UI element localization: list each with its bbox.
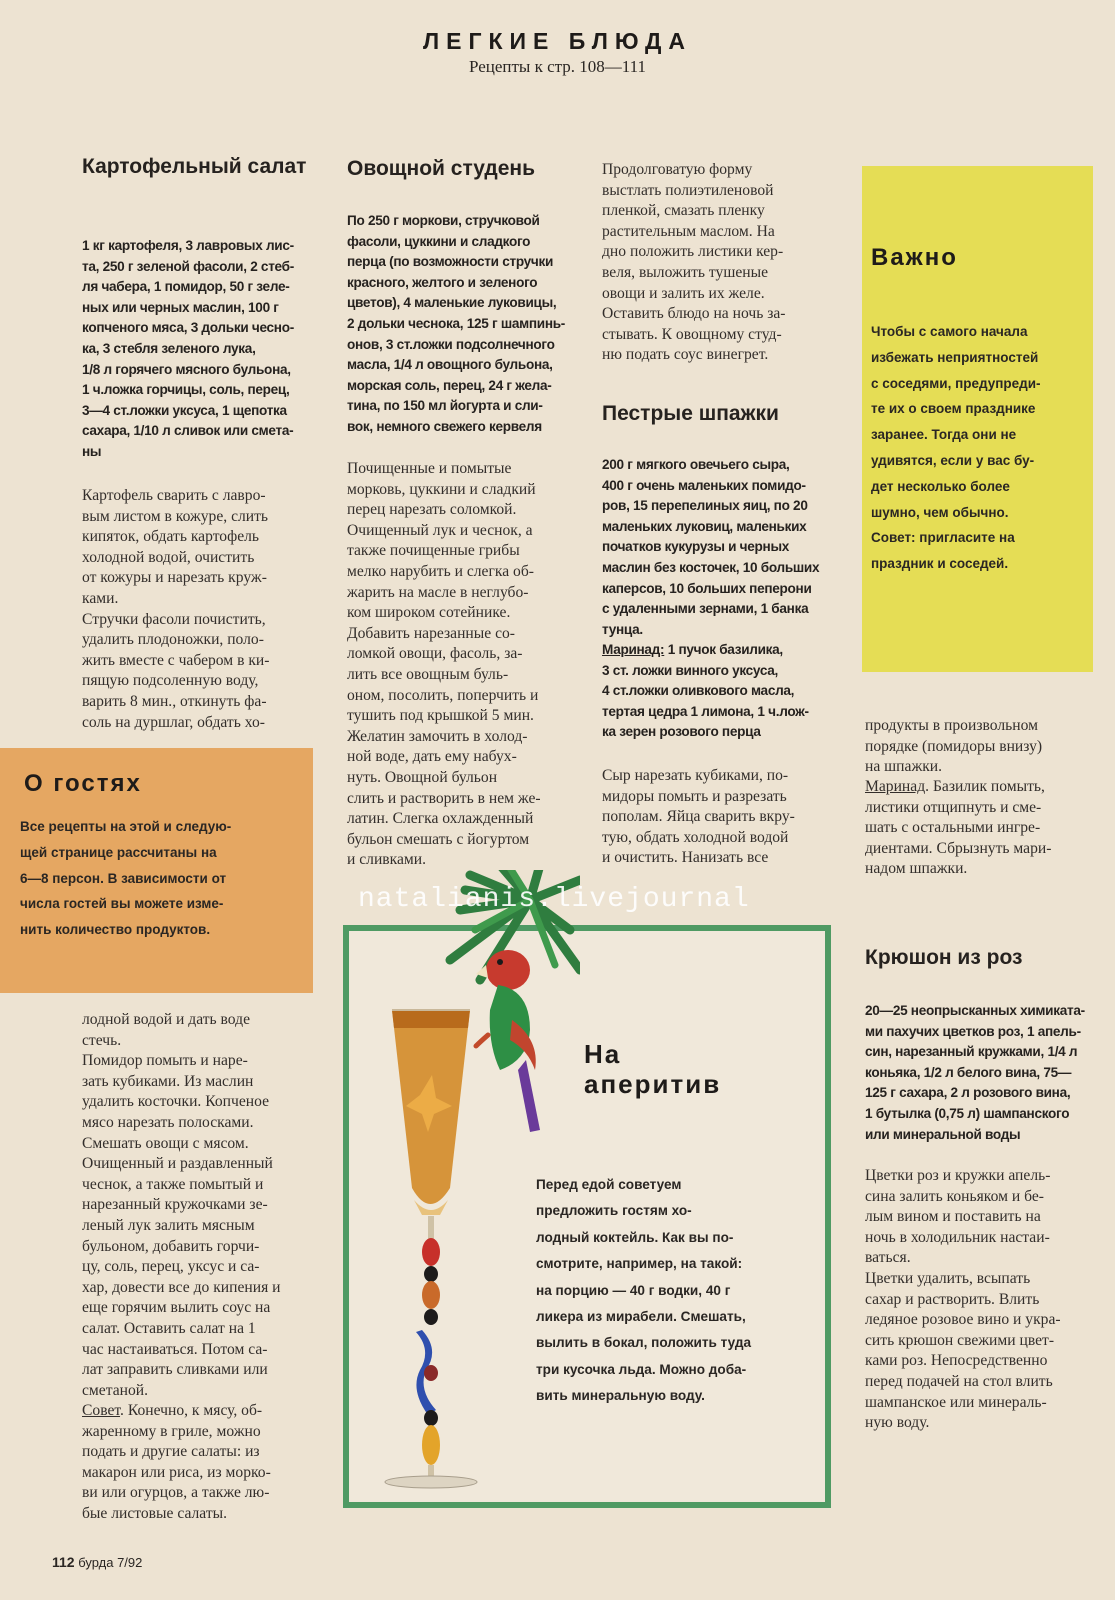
method-line: жить вместе с чабером в ки- bbox=[82, 651, 270, 669]
ingredient-line: перца (по возможности стручки bbox=[347, 254, 554, 270]
method-line: нарезанный кружочками зе- bbox=[82, 1196, 268, 1214]
info-line: праздник и соседей. bbox=[871, 556, 1009, 572]
tip-line-text: жаренному в гриле, можно bbox=[82, 1422, 261, 1440]
ingredient-line: красного, желтого и зеленого bbox=[347, 274, 538, 290]
tip-line bbox=[82, 1442, 314, 1463]
skewers-marinade bbox=[602, 640, 834, 743]
method-line: мидоры помыть и разрезать bbox=[602, 787, 787, 805]
marinade-line bbox=[602, 702, 834, 723]
method-line: растительным маслом. На bbox=[602, 222, 775, 240]
watermark: natalianis.livejournal bbox=[358, 884, 750, 915]
method-line: Добавить нарезанные со- bbox=[347, 624, 515, 642]
tip-line-text: бые листовые салаты. bbox=[82, 1504, 228, 1522]
method-line: выстлать полиэтиленовой bbox=[602, 181, 774, 199]
page-section-title: ЛЕГКИЕ БЛЮДА bbox=[422, 28, 693, 54]
method-line: Желатин замочить в холод- bbox=[347, 727, 528, 745]
veg-aspic-title: Овощной студень bbox=[347, 157, 536, 180]
marinade-method-line bbox=[865, 839, 1096, 860]
guests-info-box bbox=[0, 748, 313, 993]
method-line: Очищенный и раздавленный bbox=[82, 1155, 273, 1173]
method-line: бульоном, добавить горчи- bbox=[82, 1237, 260, 1255]
method-line: удалить косточки. Копченое bbox=[82, 1093, 269, 1111]
method-line: ваться. bbox=[865, 1249, 911, 1267]
ingredient-line: морская соль, перец, 24 г жела- bbox=[347, 377, 552, 393]
method-line: холодной водой, очистить bbox=[82, 548, 255, 566]
method-line: сметаной. bbox=[82, 1381, 149, 1399]
tip-line-text: макарон или риса, из морко- bbox=[82, 1463, 271, 1481]
ingredient-line: сахара, 1/10 л сливок или смета- bbox=[82, 423, 294, 439]
info-line: дет несколько более bbox=[871, 478, 1010, 494]
method-line: чеснок, а также помытый и bbox=[82, 1175, 264, 1193]
ingredient-line: ля чабера, 1 помидор, 50 г зеле- bbox=[82, 279, 290, 295]
method-line: также почищенные грибы bbox=[347, 542, 520, 560]
ingredient-line: или минеральной воды bbox=[865, 1126, 1021, 1142]
method-line: ную воду. bbox=[865, 1414, 930, 1432]
potato-salad-recipe bbox=[82, 154, 322, 179]
marinade-method-line bbox=[865, 777, 1096, 798]
method-line: латин. Слегка охлажденный bbox=[347, 810, 534, 828]
method-line: хар, довести все до кипения и bbox=[82, 1278, 281, 1296]
method-line: Смешать овощи с мясом. bbox=[82, 1134, 249, 1152]
potato-salad-method-part1 bbox=[82, 486, 314, 733]
ingredient-line: ров, 15 перепелиных яиц, по 20 bbox=[602, 498, 808, 514]
method-line: мясо нарезать полосками. bbox=[82, 1113, 254, 1131]
method-line: мелко нарубить и слегка об- bbox=[347, 562, 534, 580]
guests-box-text bbox=[20, 814, 305, 943]
tip-line-label: Совет bbox=[82, 1402, 121, 1419]
info-line: избежать неприятностей bbox=[871, 349, 1039, 365]
method-line: шампанское или минераль- bbox=[865, 1393, 1047, 1411]
method-line: Цветки роз и кружки апель- bbox=[865, 1167, 1051, 1184]
skewers-marinade-method bbox=[865, 777, 1096, 880]
info-line: Совет: пригласите на bbox=[871, 530, 1015, 546]
marinade-line-text: ка зерен розового перца bbox=[602, 724, 761, 740]
aperitif-text bbox=[536, 1172, 808, 1410]
rose-punch-method bbox=[865, 1166, 1096, 1434]
skewers-ingredients bbox=[602, 455, 834, 640]
marinade-line bbox=[602, 640, 834, 661]
method-line: продукты в произвольном bbox=[865, 717, 1038, 734]
method-line: Очищенный лук и чеснок, а bbox=[347, 521, 533, 539]
tip-line-text: подать и другие салаты: из bbox=[82, 1443, 260, 1461]
method-line: лат заправить сливками или bbox=[82, 1361, 268, 1379]
tip-line bbox=[82, 1504, 314, 1525]
ingredient-line: ми пахучих цветков роз, 1 апель- bbox=[865, 1023, 1081, 1039]
ingredient-line: онов, 3 ст.ложки подсолнечного bbox=[347, 336, 555, 352]
marinade-method-line-label: Маринад bbox=[865, 778, 926, 795]
veg-aspic-method-continued bbox=[602, 160, 834, 366]
info-line: Все рецепты на этой и следую- bbox=[20, 819, 232, 834]
method-line: леный лук залить мясным bbox=[82, 1216, 255, 1234]
method-line: еще горячим вылить соус на bbox=[82, 1299, 271, 1317]
aperitif-line: ликера из мирабели. Смешать, bbox=[536, 1309, 746, 1325]
method-line: Помидор помыть и наре- bbox=[82, 1052, 248, 1070]
skewers-method-continued bbox=[865, 716, 1096, 778]
method-line: Сыр нарезать кубиками, по- bbox=[602, 767, 789, 784]
marinade-method-line bbox=[865, 859, 1096, 880]
ingredient-line: фасоли, цуккини и сладкого bbox=[347, 233, 531, 249]
ingredient-line: масла, 1/4 л овощного бульона, bbox=[347, 357, 553, 373]
ingredient-line: маслин без косточек, 10 больших bbox=[602, 559, 820, 575]
tip-line bbox=[82, 1483, 314, 1504]
marinade-method-line-text: шать с остальными ингре- bbox=[865, 819, 1041, 837]
method-line: перец нарезать соломкой. bbox=[347, 501, 517, 519]
method-line: Почищенные и помытые bbox=[347, 460, 512, 477]
ingredient-line: 1 бутылка (0,75 л) шампанского bbox=[865, 1105, 1070, 1121]
method-line: от кожуры и нарезать круж- bbox=[82, 569, 267, 587]
tip-line bbox=[82, 1422, 314, 1443]
guests-box-title: О гостях bbox=[24, 770, 142, 797]
tip-line-text: . Конечно, к мясу, об- bbox=[120, 1402, 263, 1419]
info-line: числа гостей вы можете изме- bbox=[20, 896, 224, 912]
method-line: овощи и залить их желе. bbox=[602, 284, 765, 302]
method-line: оном, посолить, поперчить и bbox=[347, 686, 539, 704]
potato-salad-method-part2 bbox=[82, 1010, 314, 1401]
page-number: 112 bbox=[52, 1554, 75, 1570]
ingredient-line: ны bbox=[82, 443, 102, 459]
method-line: ной воде, дать ему набух- bbox=[347, 748, 517, 766]
ingredient-line: 125 г сахара, 2 л розового вина, bbox=[865, 1085, 1071, 1101]
marinade-method-line-text: надом шпажки. bbox=[865, 860, 968, 878]
tip-line-text: ви или огурцов, а также лю- bbox=[82, 1484, 270, 1502]
method-line: салат. Оставить салат на 1 bbox=[82, 1319, 256, 1337]
method-line: пящую подсоленную воду, bbox=[82, 672, 259, 690]
ingredient-line: ка, 3 стебля зеленого лука, bbox=[82, 340, 256, 356]
aperitif-title-line2: аперитив bbox=[584, 1069, 722, 1099]
aperitif-line: вылить в бокал, положить туда bbox=[536, 1335, 752, 1351]
method-line: сахар и растворить. Влить bbox=[865, 1290, 1040, 1308]
method-line: тую, обдать холодной водой bbox=[602, 828, 789, 846]
marinade-method-line-text: листики отщипнуть и сме- bbox=[865, 798, 1042, 816]
ingredient-line: 1 ч.ложка горчицы, соль, перец, bbox=[82, 382, 290, 398]
method-line: перед подачей на стол влить bbox=[865, 1372, 1053, 1390]
method-line: ню подать соус винегрет. bbox=[602, 346, 769, 364]
method-line: жарить на масле в неглубо- bbox=[347, 583, 529, 601]
marinade-line-text: 1 пучок базилика, bbox=[664, 642, 783, 657]
method-line: Продолговатую форму bbox=[602, 161, 753, 178]
method-line: и очистить. Нанизать все bbox=[602, 849, 769, 867]
ingredient-line: коньяка, 1/2 л белого вина, 75— bbox=[865, 1064, 1072, 1080]
method-line: час настаиваться. Потом са- bbox=[82, 1340, 268, 1358]
magazine-issue: бурда 7/92 bbox=[74, 1555, 143, 1570]
method-line: слить и растворить в нем же- bbox=[347, 789, 541, 807]
ingredient-line: каперсов, 10 больших пеперони bbox=[602, 580, 812, 596]
marinade-method-line-text: диентами. Сбрызнуть мари- bbox=[865, 839, 1052, 857]
ingredient-line: 1/8 л горячего мясного бульона, bbox=[82, 361, 291, 377]
method-line: сина залить коньяком и бе- bbox=[865, 1187, 1044, 1205]
marinade-line-text: тертая цедра 1 лимона, 1 ч.лож- bbox=[602, 703, 809, 719]
method-line: ночь в холодильник настаи- bbox=[865, 1228, 1050, 1246]
method-line: нуть. Овощной бульон bbox=[347, 768, 498, 786]
method-line: соль на дуршлаг, обдать хо- bbox=[82, 713, 265, 731]
method-line: бульон смешать с йогуртом bbox=[347, 830, 530, 848]
rose-punch-ingredients bbox=[865, 1001, 1096, 1145]
glass-icon bbox=[385, 1010, 477, 1488]
important-info-box bbox=[862, 166, 1093, 672]
ingredient-line: та, 250 г зеленой фасоли, 2 стеб- bbox=[82, 258, 294, 274]
method-line: на шпажки. bbox=[865, 758, 943, 776]
method-line: зать кубиками. Из маслин bbox=[82, 1072, 254, 1090]
ingredient-line: 20—25 неопрысканных химиката- bbox=[865, 1003, 1085, 1018]
page-footer bbox=[52, 1554, 142, 1570]
marinade-line-label: Маринад: bbox=[602, 642, 665, 657]
aperitif-line: вить минеральную воду. bbox=[536, 1388, 705, 1404]
aperitif-line: лодный коктейль. Как вы по- bbox=[536, 1229, 734, 1245]
info-line: щей странице рассчитаны на bbox=[20, 844, 217, 860]
marinade-method-line-text: . Базилик помыть, bbox=[925, 778, 1045, 795]
potato-salad-ingredients bbox=[82, 236, 314, 463]
ingredient-line: 2 дольки чеснока, 125 г шампинь- bbox=[347, 315, 566, 331]
method-line: сить крюшон свежими цвет- bbox=[865, 1331, 1055, 1349]
method-line: дно положить листики кер- bbox=[602, 243, 784, 261]
marinade-method-line bbox=[865, 818, 1096, 839]
info-line: шумно, чем обычно. bbox=[871, 504, 1009, 520]
ingredient-line: 1 кг картофеля, 3 лавровых лис- bbox=[82, 238, 294, 253]
ingredient-line: 400 г очень маленьких помидо- bbox=[602, 477, 806, 493]
marinade-line-text: 3 ст. ложки винного уксуса, bbox=[602, 662, 778, 678]
aperitif-line: смотрите, например, на такой: bbox=[536, 1256, 743, 1272]
method-line: порядке (помидоры внизу) bbox=[865, 737, 1043, 755]
aperitif-title bbox=[584, 1039, 721, 1099]
veg-aspic-ingredients bbox=[347, 211, 579, 438]
method-line: стывать. К овощному студ- bbox=[602, 325, 782, 343]
potato-salad-tip bbox=[82, 1401, 314, 1525]
ingredient-line: тунца. bbox=[602, 621, 643, 637]
skewers-title: Пестрые шпажки bbox=[602, 402, 779, 425]
method-line: Стручки фасоли почистить, bbox=[82, 610, 266, 628]
ingredient-line: маленьких луковиц, маленьких bbox=[602, 518, 807, 534]
ingredient-line: 200 г мягкого овечьего сыра, bbox=[602, 457, 790, 472]
tip-line bbox=[82, 1401, 314, 1422]
potato-salad-title: Картофельный салат bbox=[82, 155, 307, 178]
rose-punch-title: Крюшон из роз bbox=[865, 946, 1023, 969]
method-line: Картофель сварить с лавро- bbox=[82, 487, 266, 504]
marinade-line bbox=[602, 681, 834, 702]
method-line: кипяток, обдать картофель bbox=[82, 528, 260, 546]
important-box-text bbox=[871, 319, 1086, 577]
aperitif-line: предложить гостям хо- bbox=[536, 1203, 692, 1219]
method-line: стечь. bbox=[82, 1031, 122, 1049]
ingredient-line: с удаленными зернами, 1 банка bbox=[602, 601, 809, 617]
method-line: Цветки удалить, всыпать bbox=[865, 1269, 1031, 1287]
aperitif-line: три кусочка льда. Можно доба- bbox=[536, 1361, 747, 1377]
info-line: удивятся, если у вас бу- bbox=[871, 452, 1035, 468]
info-line: те их о своем празднике bbox=[871, 401, 1036, 417]
marinade-method-line bbox=[865, 798, 1096, 819]
aperitif-line: на порцию — 40 г водки, 40 г bbox=[536, 1282, 731, 1298]
ingredient-line: По 250 г моркови, стручковой bbox=[347, 213, 540, 228]
ingredient-line: початков кукурузы и черных bbox=[602, 539, 790, 555]
method-line: цу, соль, перец, уксус и са- bbox=[82, 1258, 260, 1276]
ingredient-line: копченого мяса, 3 дольки чесно- bbox=[82, 320, 294, 336]
aperitif-title-line1: На bbox=[584, 1039, 622, 1069]
aperitif-line: Перед едой советуем bbox=[536, 1177, 682, 1192]
marinade-line bbox=[602, 661, 834, 682]
ingredient-line: ных или черных маслин, 100 г bbox=[82, 299, 279, 315]
ingredient-line: син, нарезанный кружками, 1/4 л bbox=[865, 1044, 1078, 1060]
method-line: вым листом в кожуре, слить bbox=[82, 507, 269, 525]
veg-aspic-method bbox=[347, 459, 579, 871]
method-line: тушить под крышкой 5 мин. bbox=[347, 707, 534, 725]
info-line: 6—8 персон. В зависимости от bbox=[20, 870, 227, 886]
tip-line bbox=[82, 1463, 314, 1484]
page-section-subtitle: Рецепты к стр. 108—111 bbox=[468, 57, 647, 76]
info-line: заранее. Тогда они не bbox=[871, 427, 1017, 443]
ingredient-line: вок, немного свежего кервеля bbox=[347, 418, 542, 434]
method-line: и сливками. bbox=[347, 851, 427, 869]
method-line: веля, выложить тушеные bbox=[602, 263, 768, 281]
method-line: Оставить блюдо на ночь за- bbox=[602, 305, 786, 323]
marinade-line bbox=[602, 722, 834, 743]
skewers-method bbox=[602, 766, 834, 869]
method-line: ком широком сотейнике. bbox=[347, 604, 511, 622]
info-line: нить количество продуктов. bbox=[20, 922, 211, 938]
method-line: пленкой, смазать пленку bbox=[602, 202, 765, 220]
method-line: ками. bbox=[82, 589, 119, 607]
method-line: ломкой овощи, фасоль, за- bbox=[347, 645, 523, 663]
ingredient-line: цветов), 4 маленькие луковицы, bbox=[347, 295, 557, 311]
method-line: ками роз. Непосредственно bbox=[865, 1352, 1048, 1370]
method-line: лодной водой и дать воде bbox=[82, 1011, 251, 1028]
info-line: Чтобы с самого начала bbox=[871, 324, 1028, 339]
method-line: варить 8 мин., откинуть фа- bbox=[82, 692, 267, 710]
method-line: удалить плодоножки, поло- bbox=[82, 631, 264, 649]
method-line: лым вином и поставить на bbox=[865, 1208, 1041, 1226]
method-line: лить все овощным буль- bbox=[347, 665, 509, 683]
marinade-line-text: 4 ст.ложки оливкового масла, bbox=[602, 683, 795, 699]
ingredient-line: тина, по 150 мл йогурта и сли- bbox=[347, 398, 543, 414]
ingredient-line: 3—4 ст.ложки уксуса, 1 щепотка bbox=[82, 402, 287, 418]
info-line: с соседями, предупреди- bbox=[871, 375, 1041, 391]
method-line: ледяное розовое вино и укра- bbox=[865, 1311, 1061, 1329]
important-box-title: Важно bbox=[871, 244, 958, 271]
method-line: морковь, цуккини и сладкий bbox=[347, 480, 536, 498]
method-line: пополам. Яйца сварить вкру- bbox=[602, 808, 795, 826]
